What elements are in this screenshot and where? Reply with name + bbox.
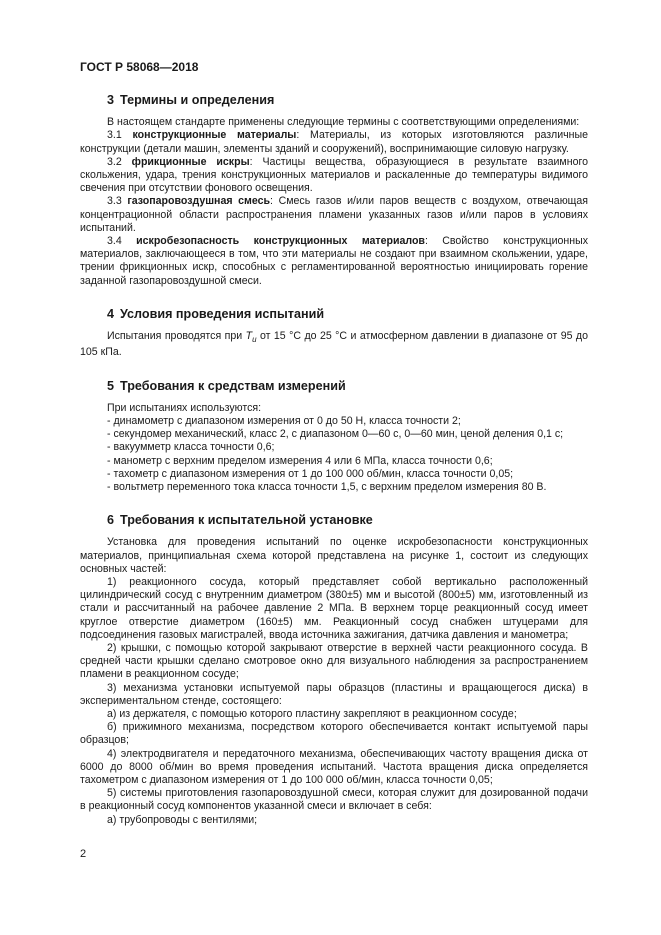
term-number: 3.4 <box>107 235 122 248</box>
list-item: - вакуумметр класса точности 0,6; <box>107 441 275 454</box>
list-item: - манометр с верхним пределом измерения 4 или 6 МПа, класса точности 0,6; <box>107 454 493 467</box>
section-heading <box>80 380 588 393</box>
term-number: 3.3 <box>107 195 122 208</box>
section-number: 6 <box>107 513 115 528</box>
paragraph: 1) реакционного сосуда, который представляет собой вертикально расположенный цилиндрический сосуд с внутренним диаметром (380±5) мм и высотой (800±5) мм, изготовленный из стали и рассчитанный на рабочее давление 2 МПа. В верхнем торце реакционный сосуд имеет круглое отверстие диаметром (160±5) мм. Реакционный сосуд снабжен штуцерами для подсоединения газовых магистралей, ввода источника зажигания, датчика давления и манометра; <box>80 576 588 641</box>
section-test-conditions <box>80 308 588 360</box>
term-text: : Материалы, из которых изготовляются различные конструкции (детали машин, элементы зданий и сооружений), воспринимающие силовую нагрузку. <box>80 129 588 155</box>
list-item: - вольтметр переменного тока класса точности 1,5, с верхним пределом измерения 80 В. <box>107 480 547 493</box>
section-title: Термины и определения <box>120 93 275 107</box>
term-definition <box>80 195 588 235</box>
section-measurement-tools <box>80 380 588 495</box>
list-item: - секундомер механический, класс 2, с диапазоном 0—60 с, 0—60 мин, ценой деления 0,1 с; <box>107 428 564 441</box>
section-heading <box>80 308 588 321</box>
conditions-text <box>80 330 588 360</box>
paragraph: б) прижимного механизма, посредством которого обеспечивается контакт испытуемой пары образцов; <box>80 721 588 747</box>
term-number: 3.1 <box>107 129 122 142</box>
instrument-list <box>80 415 588 494</box>
section-test-setup <box>80 514 588 827</box>
paragraph: 3) механизма установки испытуемой пары образцов (пластины и вращающегося диска) в экспериментальном стенде, состоящего: <box>80 681 588 707</box>
paragraph: а) из держателя, с помощью которого пластину закрепляют в реакционном сосуде; <box>107 708 517 721</box>
page-number: 2 <box>80 848 87 860</box>
term-text: : Смесь газов и/или паров веществ с воздухом, отвечающая концентрационной области распространения пламени указанных газов и/или паров в условиях испытаний. <box>80 195 588 234</box>
section-intro: При испытаниях используются: <box>107 401 262 414</box>
term-name: газопаровоздушная смесь <box>127 195 271 208</box>
section-number: 4 <box>107 306 115 321</box>
conditions-text-a: Испытания проводятся при <box>107 330 246 343</box>
section-title: Требования к средствам измерений <box>120 378 346 393</box>
term-definition <box>80 129 588 155</box>
term-definition <box>80 156 588 196</box>
list-item: - тахометр с диапазоном измерения от 1 до 100 000 об/мин, класса точности 0,05; <box>107 467 514 480</box>
section-title: Требования к испытательной установке <box>120 513 373 528</box>
paragraph: Установка для проведения испытаний по оценке искробезопасности конструкционных материалов, принципиальная схема которой представлена на рисунке 1, состоит из следующих основных частей: <box>80 536 588 575</box>
paragraph: 2) крышки, с помощью которой закрывают отверстие в верхней части реакционного сосуда. В средней части крышки сделано смотровое окно для визуального наблюдения за распространением пламени в реакционном сосуде; <box>80 642 588 681</box>
section-terms <box>80 94 588 288</box>
temperature-subscript: и <box>252 335 257 345</box>
section-heading <box>80 94 588 107</box>
section-number: 5 <box>107 378 115 393</box>
paragraph: а) трубопроводы с вентилями; <box>107 813 258 826</box>
list-item: - динамометр с диапазоном измерения от 0 до 50 Н, класса точности 2; <box>107 414 461 427</box>
document-code: ГОСТ Р 58068—2018 <box>80 60 199 74</box>
section-title: Условия проведения испытаний <box>120 306 325 321</box>
paragraph: 4) электродвигателя и передаточного механизма, обеспечивающих частоту вращения диска от 6000 до 8000 об/мин во время проведения испытаний. Частота вращения диска определяется тахометром с диапазоном измерения от 1 до 100 000 об/мин, класса точности 0,05; <box>80 747 588 787</box>
term-name: искробезопасность конструкционных материалов <box>136 235 425 248</box>
section-intro: В настоящем стандарте применены следующие термины с соответствующими определениями: <box>107 116 580 129</box>
term-name: конструкционные материалы <box>132 129 297 142</box>
page-content <box>80 86 588 827</box>
term-text: : Частицы вещества, образующиеся в результате взаимного скольжения, удара, трения конструкционных материалов и раскаленные до температуры видимого свечения при отсутствии фонового освещения. <box>80 155 588 195</box>
term-number: 3.2 <box>107 155 122 168</box>
paragraph: 5) системы приготовления газопаровоздушной смеси, которая служит для дозированной подачи в реакционный сосуд компонентов указанной смеси и включает в себя: <box>80 787 588 813</box>
term-definition <box>80 235 588 288</box>
section-heading <box>80 514 588 527</box>
temperature-symbol: T <box>245 330 253 343</box>
term-name: фрикционные искры <box>131 155 250 168</box>
section-number: 3 <box>107 93 115 107</box>
conditions-text-b: от 15 °С до 25 °С и атмосферном давлении в диапазоне от 95 до 105 кПа. <box>80 330 589 359</box>
term-text: : Свойство конструкционных материалов, заключающееся в том, что эти материалы не создают при взаимном скольжении, ударе, трении фрикционных искр, способных с регламентированной вероятностью инициировать горение заданной газопаровоздушной смеси. <box>80 235 588 287</box>
